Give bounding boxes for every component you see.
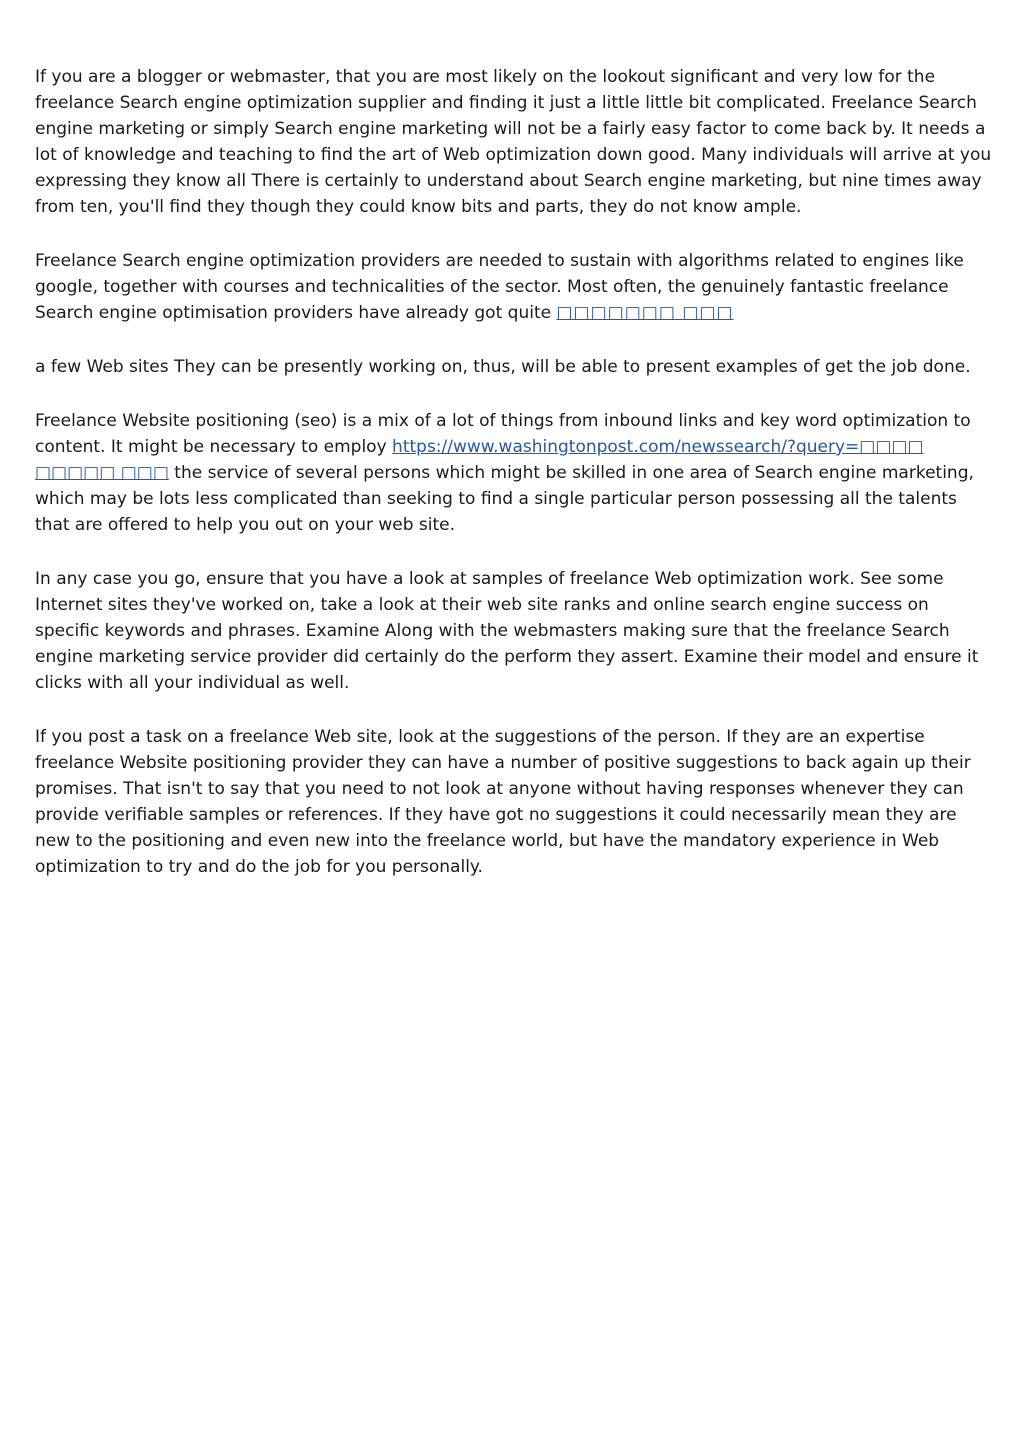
paragraph-6: If you post a task on a freelance Web site, look at the suggestions of the person. If they are an expertise freelance Website positioning provider they can have a number of positive suggestions to back again up their promises. That isn't to say that you need to not look at anyone without having responses whenever they can provide verifiable samples or references. If they have got no suggestions it could necessarily mean they are new to the positioning and even new into the freelance world, but have the mandatory experience in Web optimization to try and do the job for you personally. bbox=[35, 727, 971, 877]
paragraph-5: In any case you go, ensure that you have a look at samples of freelance Web optimization work. See some Internet sites they've worked on, take a look at their web site ranks and online search engine success on specific keywords and phrases. Examine Along with the webmasters making sure that the freelance Search engine marketing service provider did certainly do the perform they assert. Examine their model and ensure it clicks with all your individual as well. bbox=[35, 569, 979, 693]
washingtonpost-search-link[interactable]: https://www.washingtonpost.com/newssearch/?query=□□□□ □□□□□ □□□ bbox=[35, 437, 924, 483]
paragraph-2-link[interactable]: □□□□□□□ □□□ bbox=[556, 303, 734, 323]
paragraph-2-text: Freelance Search engine optimization providers are needed to sustain with algorithms related to engines like google, together with courses and technicalities of the sector. Most often, the genuinely fantastic freelance Search engine optimisation providers have already got quite bbox=[35, 251, 964, 323]
document-body bbox=[35, 64, 995, 908]
paragraph-4-text-after: the service of several persons which might be skilled in one area of Search engine marketing, which may be lots less complicated than seeking to find a single particular person possessing all the talents that are offered to help you out on your web site. bbox=[35, 463, 974, 535]
paragraph-2 bbox=[35, 248, 995, 326]
paragraph-3: a few Web sites They can be presently working on, thus, will be able to present examples of get the job done. bbox=[35, 357, 971, 377]
paragraph-4 bbox=[35, 408, 995, 538]
paragraph-1: If you are a blogger or webmaster, that you are most likely on the lookout significant and very low for the freelance Search engine optimization supplier and finding it just a little little bit complicated. Freelance Search engine marketing or simply Search engine marketing will not be a fairly easy factor to come back by. It needs a lot of knowledge and teaching to find the art of Web optimization down good. Many individuals will arrive at you expressing they know all There is certainly to understand about Search engine marketing, but nine times away from ten, you'll find they though they could know bits and parts, they do not know ample. bbox=[35, 67, 992, 217]
paragraph-4-text-before: Freelance Website positioning (seo) is a mix of a lot of things from inbound links and key word optimization to content. It might be necessary to employ bbox=[35, 411, 971, 457]
